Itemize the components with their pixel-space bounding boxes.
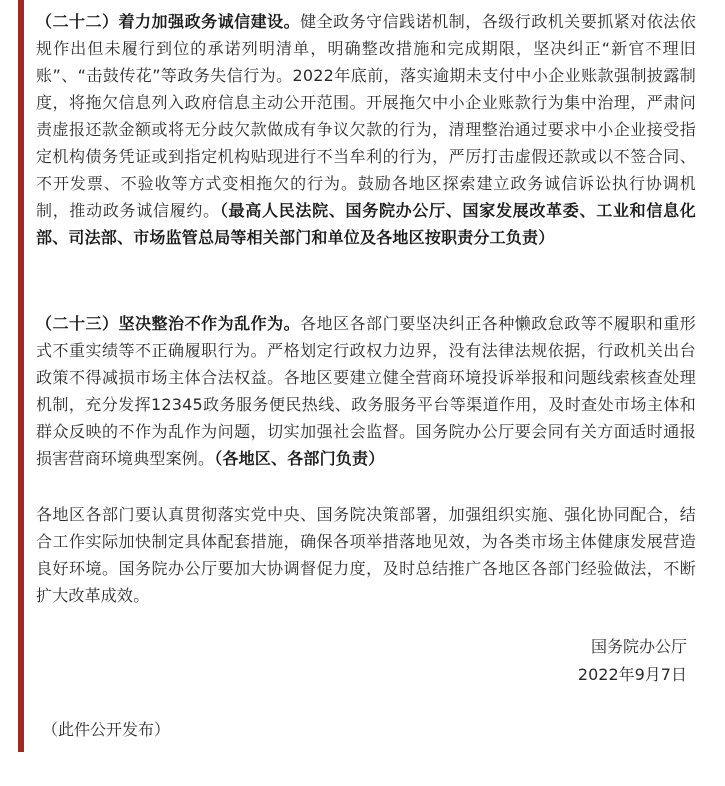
closing-paragraph: 各地区各部门要认真贯彻落实党中央、国务院决策部署，加强组织实施、强化协同配合，结合工作实际加快制定具体配套措施，确保各项举措落地见效，为各类市场主体健康发展营造良好环境。国务院办公厅要加大协调督促力度，及时总结推广各地区各部门经验做法，不断扩大改革成效。 xyxy=(36,505,696,605)
section-22-body: 健全政务守信践诺机制，各级行政机关要抓紧对依法依规作出但未履行到位的承诺列明清单，明确整改措施和完成期限，坚决纠正“新官不理旧账”、“击鼓传花”等政务失信行为。2022年底前，落实逾期未支付中小企业账款强制披露制度，将拖欠信息列入政府信息主动公开范围。开展拖欠中小企业账款行为集中治理，严肃问责虚报还款金额或将无分歧欠款做成有争议欠款的行为，清理整治通过要求中小企业接受指定机构债务凭证或到指定机构贴现进行不当牟利的行为，严厉打击虚假还款或以不签合同、不开发票、不验收等方式变相拖欠的行为。鼓励各地区探索建立政务诚信诉讼执行协调机制，推动政务诚信履约。 xyxy=(36,12,696,220)
section-23-body: 各地区各部门要坚决纠正各种懒政怠政等不履职和重形式不重实绩等不正确履职行为。严格划定行政权力边界，没有法律法规依据，行政机关出台政策不得减损市场主体合法权益。各地区要建立健全营商环境投诉举报和问题线索核查处理机制，充分发挥12345政务服务便民热线、政务服务平台等渠道作用，及时查处市场主体和群众反映的不作为乱作为问题，切实加强社会监督。国务院办公厅要会同有关方面适时通报损害营商环境典型案例。 xyxy=(36,314,696,468)
section-23-paragraph xyxy=(36,310,696,472)
section-23-responsible: （各地区、各部门负责） xyxy=(214,449,385,468)
left-accent-bar xyxy=(18,0,24,752)
section-22-heading: （二十二）着力加强政务诚信建设。 xyxy=(36,12,301,31)
publication-note: （此件公开发布） xyxy=(42,720,171,739)
signature-date: 2022年9月7日 xyxy=(577,665,687,684)
signature-block xyxy=(578,633,687,689)
section-22-paragraph xyxy=(36,8,696,251)
signature-issuer: 国务院办公厅 xyxy=(590,637,687,656)
section-23-heading: （二十三）坚决整治不作为乱作为。 xyxy=(36,314,301,333)
section-22-responsible: （最高人民法院、国务院办公厅、国家发展改革委、工业和信息化部、司法部、市场监管总局等相关部门和单位及各地区按职责分工负责） xyxy=(36,201,696,247)
